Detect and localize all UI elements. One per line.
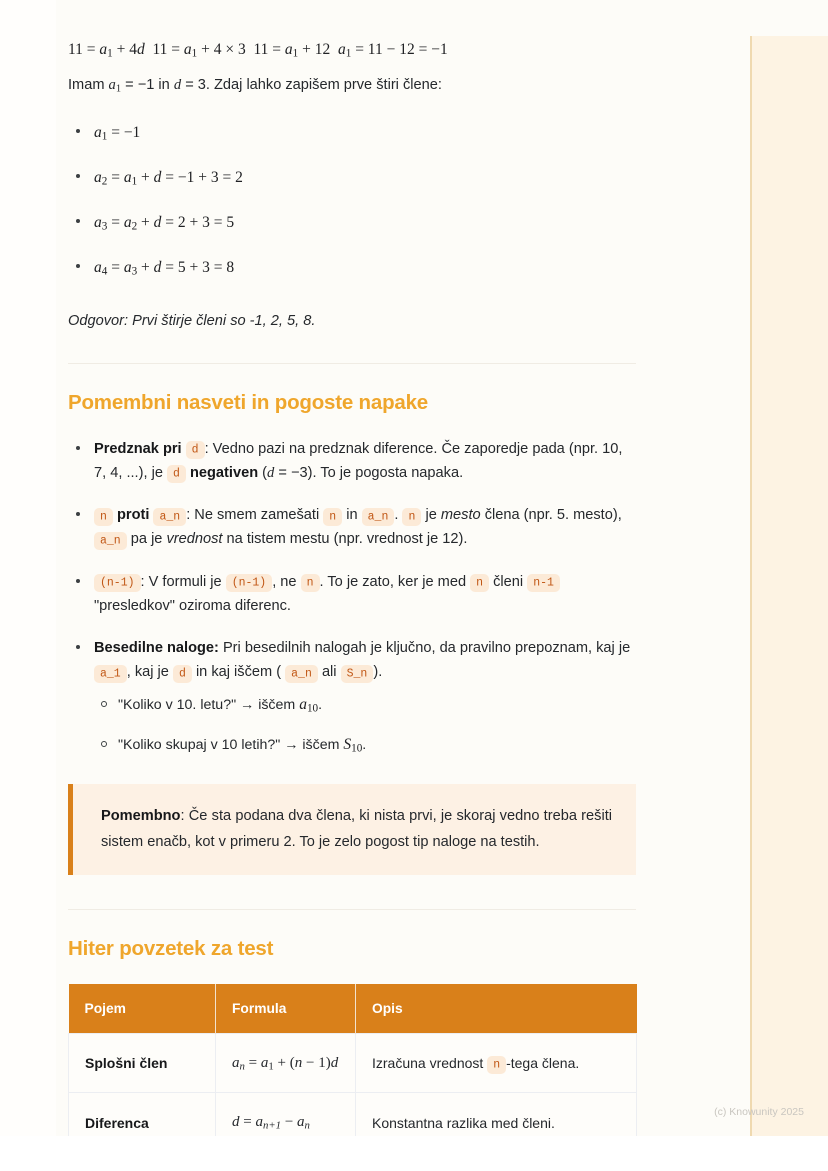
- code-chip: n-1: [527, 574, 560, 592]
- list-item: [94, 693, 636, 718]
- sub-text-2: "Koliko skupaj v 10 letih?" → iščem: [118, 736, 340, 753]
- tip-text-3c: . To je zato, ker je med: [319, 573, 467, 590]
- tip-text-2b: in: [346, 507, 358, 524]
- code-chip: n: [323, 508, 342, 526]
- tip-bold-2: proti: [116, 507, 150, 524]
- sub-suffix-1: .: [318, 697, 323, 714]
- table-column-header-formula: Formula: [216, 984, 356, 1034]
- tip-text-4b: , kaj je: [126, 664, 169, 681]
- sub-math-2: $S_{10}$: [343, 735, 363, 755]
- tip-text-2e: člena (npr. 5. mesto),: [484, 507, 622, 524]
- code-chip: d: [167, 465, 186, 483]
- list-item: [94, 733, 636, 758]
- table-row: [69, 1034, 637, 1093]
- code-chip: (n-1): [94, 574, 141, 592]
- list-item: [68, 503, 636, 551]
- tip-text-2a: : Ne smem zamešati: [186, 507, 320, 524]
- table-cell-term: Diferenca: [69, 1093, 216, 1136]
- tip-text-3b: , ne: [272, 573, 297, 590]
- table-column-header-opis: Opis: [356, 984, 637, 1034]
- sub-text-1: "Koliko v 10. letu?" → iščem: [118, 697, 296, 714]
- code-chip: n: [94, 508, 113, 526]
- summary-table: [68, 984, 637, 1136]
- math-derivation-line: $11 = a_1 + 4d$ $11 = a_1 + 4 \times 3$ $11 = a_1 + 12$ $a_1 = 11 - 12 = -1$: [68, 41, 448, 60]
- list-item: $a_4 = a_3 + d = 5 + 3 = 8$: [68, 255, 636, 281]
- tip-text-3a: : V formuli je: [140, 573, 222, 590]
- example-intro-paragraph: Imam $a_1 = -1$ in d = 3. Zdaj lahko zapišem prve štiri člene:: [68, 77, 442, 95]
- code-chip: a_n: [153, 508, 186, 526]
- page-left-margin: [0, 0, 56, 1136]
- list-item: [68, 570, 636, 618]
- tip-text-2c: .: [394, 507, 399, 524]
- list-item: $a_2 = a_1 + d = -1 + 3 = 2$: [68, 165, 636, 191]
- table-cell-term: Splošni člen: [69, 1034, 216, 1093]
- tip-em-1: mesto: [440, 507, 481, 524]
- list-item: [68, 636, 636, 758]
- tip-bold-1: negativen: [189, 464, 259, 481]
- tip-lead-4: Besedilne naloge:: [94, 640, 219, 657]
- code-chip: S_n: [341, 665, 374, 683]
- list-item: $a_3 = a_2 + d = 2 + 3 = 5$: [68, 210, 636, 236]
- code-chip: d: [186, 441, 205, 459]
- list-item: [68, 437, 636, 485]
- tip-text-3e: "presledkov" oziroma diferenc.: [94, 597, 291, 614]
- tip-text-2g: na tistem mestu (npr. vrednost je 12).: [226, 531, 468, 548]
- tip-text-4e: ).: [373, 664, 383, 681]
- table-column-header-pojem: Pojem: [69, 984, 216, 1034]
- table-cell-formula: $d = a_{n+1} - a_n$: [216, 1093, 356, 1136]
- tip-text-2d: je: [425, 507, 437, 524]
- terms-list: [68, 120, 636, 281]
- tip-text-4a: Pri besedilnih nalogah je ključno, da pravilno prepoznam, kaj je: [222, 640, 631, 657]
- table-cell-formula: $a_n = a_1 + (n - 1)d$: [216, 1034, 356, 1093]
- table-row: [69, 1093, 637, 1136]
- code-chip: n: [301, 574, 320, 592]
- sub-suffix-2: .: [362, 736, 367, 753]
- code-chip: a_1: [94, 665, 127, 683]
- code-chip: (n-1): [226, 574, 273, 592]
- list-item: $a_1 = -1$: [68, 120, 636, 146]
- code-chip: d: [173, 665, 192, 683]
- code-chip: a_n: [94, 532, 127, 550]
- summary-section-heading: Hiter povzetek za test: [68, 937, 274, 961]
- footer-credit: (c) Knowunity 2025: [714, 1106, 804, 1118]
- tip-text-4c: in kaj iščem (: [195, 664, 282, 681]
- tip-tail-1: (d = −3). To je pogosta napaka.: [262, 464, 464, 481]
- callout-label: Pomembno: [101, 808, 181, 825]
- sub-math-1: $a_{10}$: [299, 696, 319, 715]
- code-chip: a_n: [362, 508, 395, 526]
- tips-sublist: [94, 693, 636, 758]
- tips-section-heading: Pomembni nasveti in pogoste napake: [68, 390, 429, 414]
- callout-text: : Če sta podana dva člena, ki nista prvi, je skoraj vedno treba rešiti sistem enačb, kot v primeru 2. To je zelo pogost tip naloge na testih.: [101, 808, 612, 850]
- code-chip: n: [402, 508, 421, 526]
- table-header-row: [69, 984, 637, 1034]
- document-content: [68, 0, 636, 1136]
- code-chip: n: [487, 1056, 506, 1074]
- table-cell-description: [356, 1034, 637, 1093]
- tip-text-2f: pa je: [130, 531, 163, 548]
- tips-list: [68, 437, 636, 758]
- tip-text-3d: členi: [493, 573, 524, 590]
- answer-line: Odgovor: Prvi štirje členi so -1, 2, 5, 8.: [68, 312, 316, 329]
- table-cell-description: [356, 1093, 637, 1136]
- code-chip: a_n: [285, 665, 318, 683]
- cell-text-after: -tega člena.: [506, 1054, 580, 1071]
- cell-text-before: Izračuna vrednost: [372, 1054, 484, 1071]
- code-chip: n: [470, 574, 489, 592]
- page-right-decorative-strip: [752, 36, 828, 1136]
- important-callout: [68, 784, 636, 875]
- tip-text-4d: ali: [321, 664, 337, 681]
- tip-body-1: : Vedno pazi na predznak diference. Če zaporedje pada (npr. 10, 7, 4, ...), je: [94, 440, 623, 481]
- tip-em-2: vrednost: [166, 531, 223, 548]
- tip-lead-1: Predznak pri: [94, 440, 182, 457]
- cell-text-before: Konstantna razlika med členi.: [372, 1114, 555, 1131]
